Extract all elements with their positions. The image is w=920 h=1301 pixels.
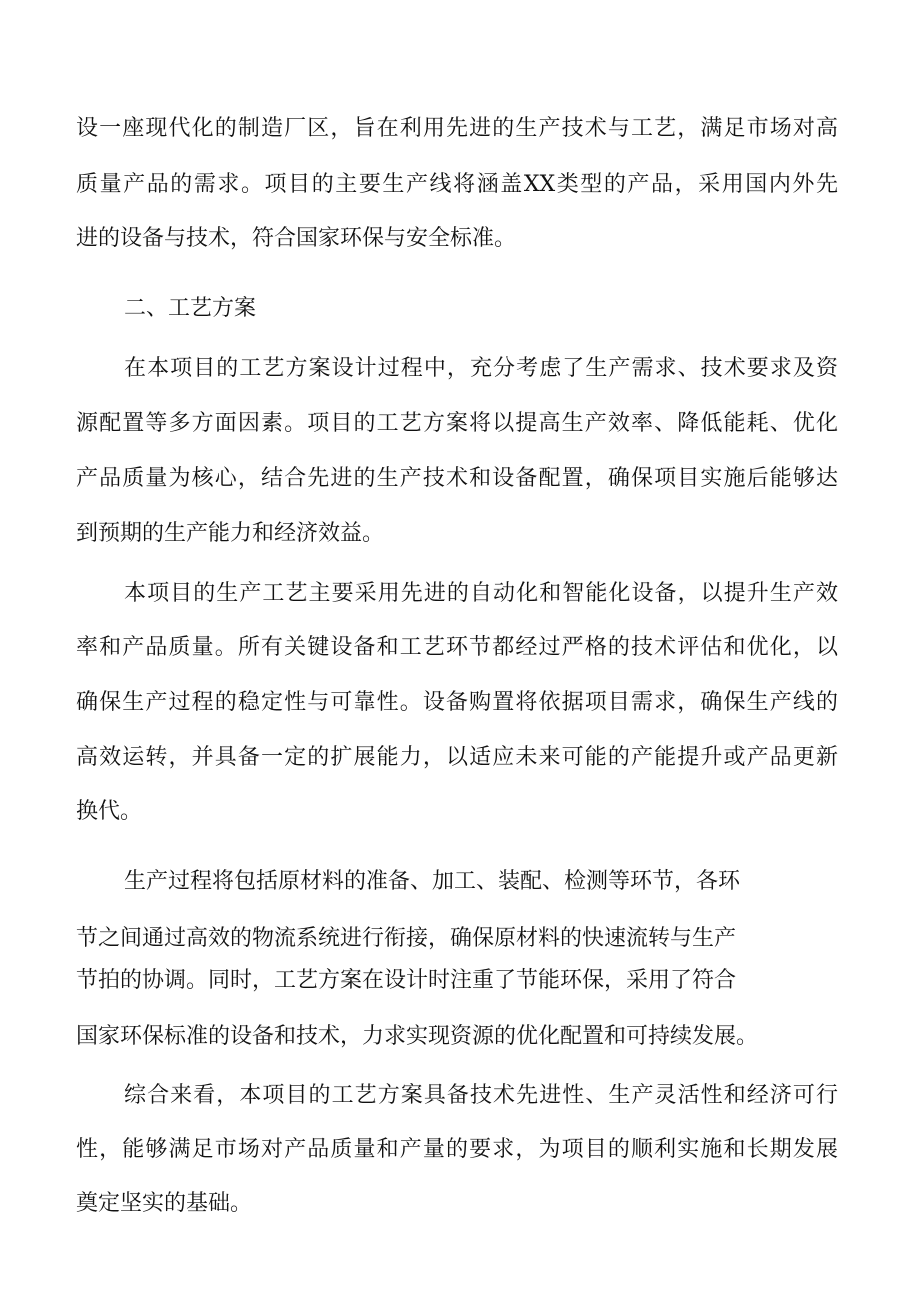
paragraph-1-line-1: 设一座现代化的制造厂区，旨在利用先进的生产技术与工艺，满足市场对高 — [76, 116, 838, 141]
paragraph-3-line-4: 高效运转，并具备一定的扩展能力，以适应未来可能的产能提升或产品更新 — [76, 745, 838, 770]
paragraph-2-line-2: 源配置等多方面因素。项目的工艺方案将以提高生产效率、降低能耗、优化 — [76, 411, 838, 436]
paragraph-3-line-5: 换代。 — [76, 799, 143, 824]
paragraph-5-line-3: 奠定坚实的基础。 — [76, 1191, 253, 1216]
section-heading: 二、工艺方案 — [124, 296, 257, 321]
paragraph-1-line-3: 进的设备与技术，符合国家环保与安全标准。 — [76, 226, 517, 251]
paragraph-1-line-2: 质量产品的需求。项目的主要生产线将涵盖XX类型的产品，采用国内外先 — [76, 172, 838, 197]
paragraph-4-line-1: 生产过程将包括原材料的准备、加工、装配、检测等环节，各环 — [124, 869, 741, 894]
paragraph-4-line-2: 节之间通过高效的物流系统进行衔接，确保原材料的快速流转与生产 — [76, 926, 737, 951]
paragraph-2-line-1: 在本项目的工艺方案设计过程中，充分考虑了生产需求、技术要求及资 — [124, 356, 838, 381]
paragraph-3-line-3: 确保生产过程的稳定性与可靠性。设备购置将依据项目需求，确保生产线的 — [76, 690, 838, 715]
paragraph-2-line-4: 到预期的生产能力和经济效益。 — [76, 521, 385, 546]
paragraph-3-line-2: 率和产品质量。所有关键设备和工艺环节都经过严格的技术评估和优化，以 — [76, 635, 838, 660]
paragraph-5-line-1: 综合来看，本项目的工艺方案具备技术先进性、生产灵活性和经济可行 — [124, 1083, 838, 1108]
paragraph-5-line-2: 性，能够满足市场对产品质量和产量的要求，为项目的顺利实施和长期发展 — [76, 1137, 838, 1162]
paragraph-4-line-4: 国家环保标准的设备和技术，力求实现资源的优化配置和可持续发展。 — [76, 1024, 759, 1049]
paragraph-2-line-3: 产品质量为核心，结合先进的生产技术和设备配置，确保项目实施后能够达 — [76, 466, 838, 491]
paragraph-4-line-3: 节拍的协调。同时，工艺方案在设计时注重了节能环保，采用了符合 — [76, 968, 737, 993]
paragraph-3-line-1: 本项目的生产工艺主要采用先进的自动化和智能化设备，以提升生产效 — [124, 581, 838, 606]
